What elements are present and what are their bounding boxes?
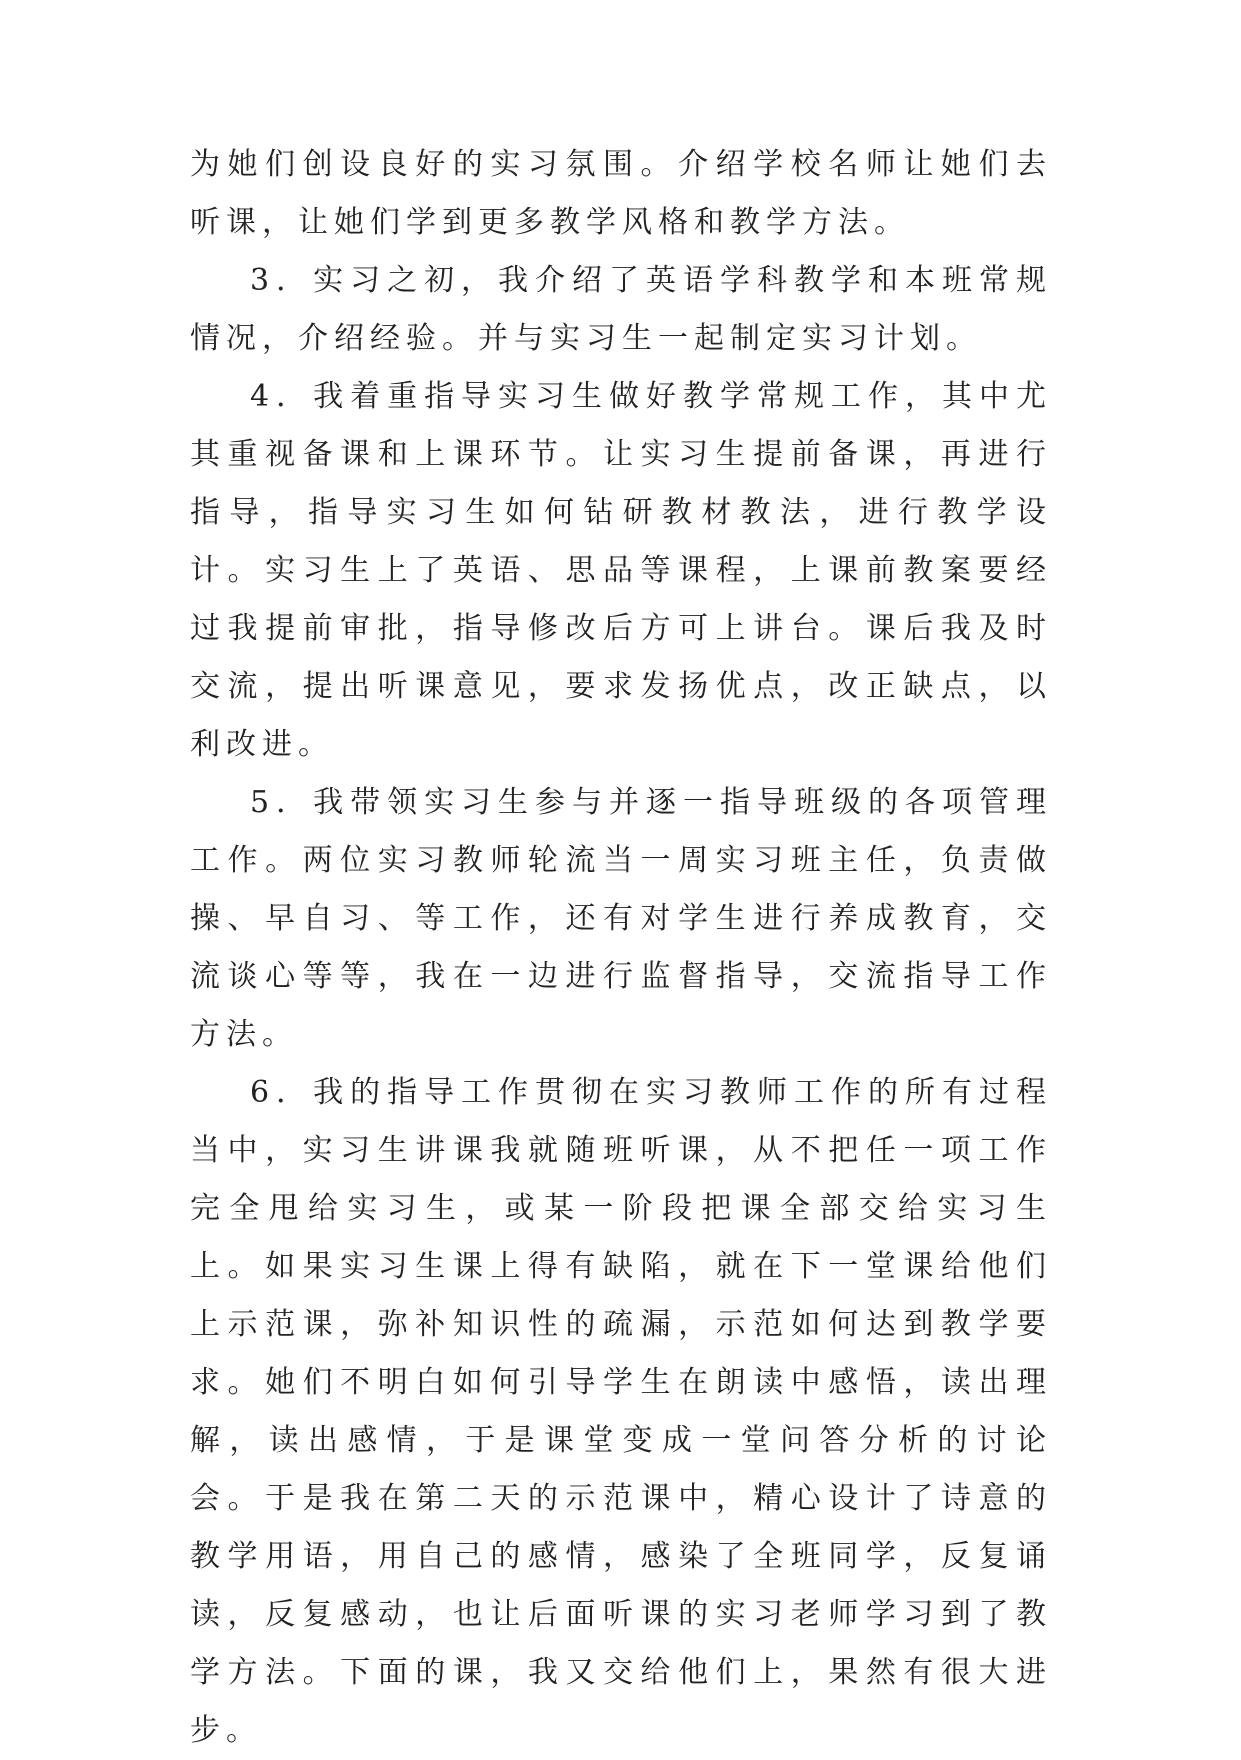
paragraph-continued: 为她们创设良好的实习氛围。介绍学校名师让她们去听课，让她们学到更多教学风格和教学方法。 [190,147,1052,240]
paragraph-item-6: 6．我的指导工作贯彻在实习教师工作的所有过程当中，实习生讲课我就随班听课，从不把任一项工作完全甩给实习生，或某一阶段把课全部交给实习生上。如果实习生课上得有缺陷，就在下一堂课给他们上示范课，弥补知识性的疏漏，示范如何达到教学要求。她们不明白如何引导学生在朗读中感悟，读出理解，读出感情，于是课堂变成一堂问答分析的讨论会。于是我在第二天的示范课中，精心设计了诗意的教学用语，用自己的感情，感染了全班同学，反复诵读，反复感动，也让后面听课的实习老师学习到了教学方法。下面的课，我又交给他们上，果然有很大进步。 [190,1075,1052,1748]
document-page [190,136,1052,1760]
paragraph-item-4: 4．我着重指导实习生做好教学常规工作，其中尤其重视备课和上课环节。让实习生提前备课，再进行指导，指导实习生如何钻研教材教法，进行教学设计。实习生上了英语、思品等课程，上课前教案要经过我提前审批，指导修改后方可上讲台。课后我及时交流，提出听课意见，要求发扬优点，改正缺点，以利改进。 [190,379,1052,762]
paragraph-item-3: 3．实习之初，我介绍了英语学科教学和本班常规情况，介绍经验。并与实习生一起制定实习计划。 [190,263,1052,356]
paragraph-item-5: 5．我带领实习生参与并逐一指导班级的各项管理工作。两位实习教师轮流当一周实习班主任，负责做操、早自习、等工作，还有对学生进行养成教育，交流谈心等等，我在一边进行监督指导，交流指导工作方法。 [190,785,1052,1052]
